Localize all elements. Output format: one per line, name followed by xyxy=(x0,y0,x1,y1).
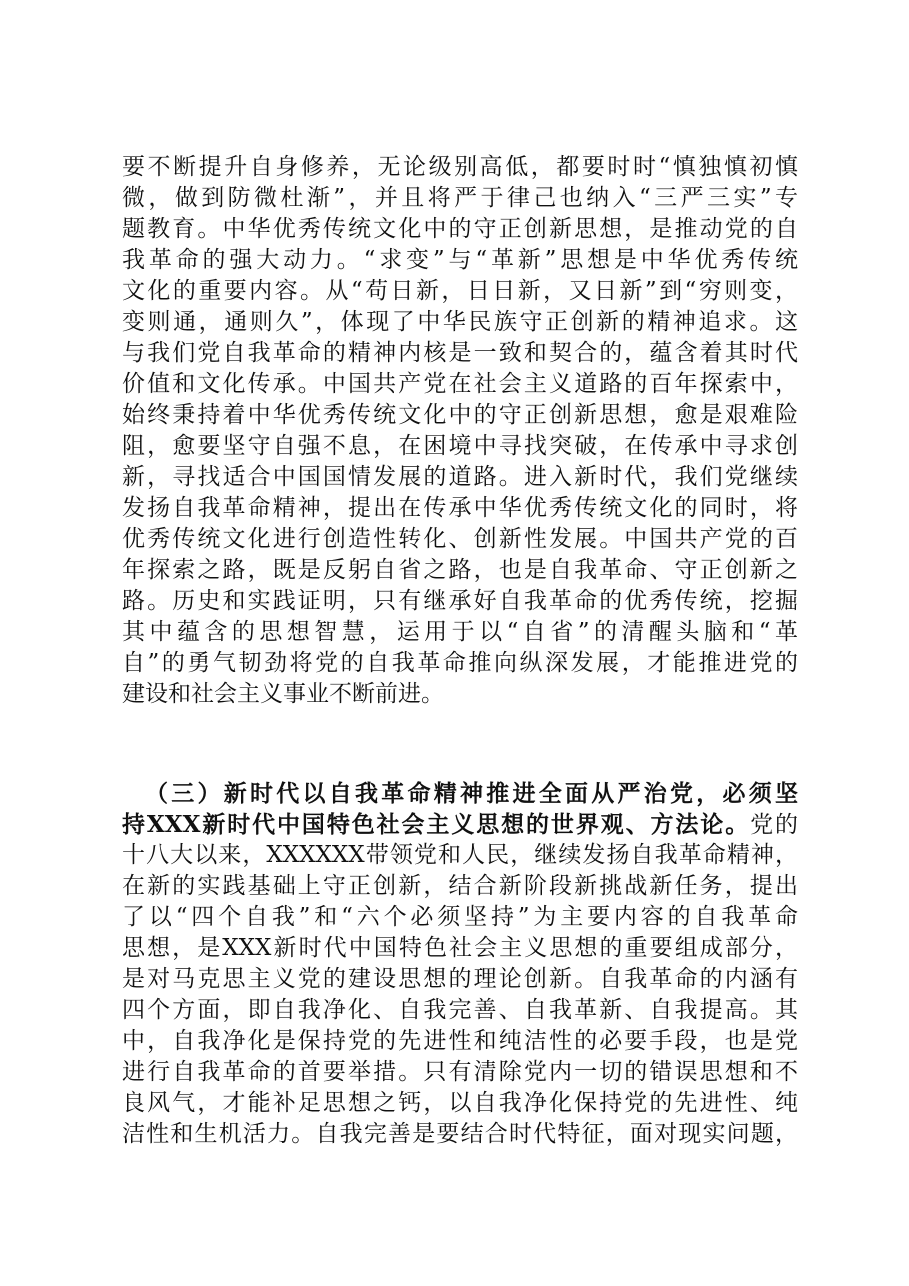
body-paragraph-2 xyxy=(122,778,798,1150)
paragraph-line: 优秀传统文化进行创造性转化、创新性发展。中国共产党的百 xyxy=(122,526,798,552)
paragraph-line: 四个方面，即自我净化、自我完善、自我革新、自我提高。其 xyxy=(122,997,798,1023)
paragraph-line: 题教育。中华优秀传统文化中的守正创新思想，是推动党的自 xyxy=(122,216,798,242)
paragraph-start-text: 党的 xyxy=(750,812,798,838)
body-paragraph-1 xyxy=(122,152,798,710)
paragraph-line: 建设和社会主义事业不断前进。 xyxy=(122,681,444,707)
paragraph-line: 进行自我革命的首要举措。只有清除党内一切的错误思想和不 xyxy=(122,1059,798,1085)
paragraph-line: 年探索之路，既是反躬自省之路，也是自我革命、守正创新之 xyxy=(122,557,798,583)
section-heading-line: （三）新时代以自我革命精神推进全面从严治党，必须坚 xyxy=(145,780,798,807)
paragraph-line: 微，做到防微杜渐”，并且将严于律己也纳入“三严三实”专 xyxy=(122,185,798,211)
paragraph-line: 思想，是XXX新时代中国特色社会主义思想的重要组成部分， xyxy=(122,935,798,961)
paragraph-line: 中，自我净化是保持党的先进性和纯洁性的必要手段，也是党 xyxy=(122,1028,798,1054)
paragraph-line: 自”的勇气韧劲将党的自我革命推向纵深发展，才能推进党的 xyxy=(122,650,798,676)
paragraph-line: 发扬自我革命精神，提出在传承中华优秀传统文化的同时，将 xyxy=(122,495,798,521)
paragraph-line: 我革命的强大动力。“求变”与“革新”思想是中华优秀传统 xyxy=(122,247,798,273)
paragraph-line: 始终秉持着中华优秀传统文化中的守正创新思想，愈是艰难险 xyxy=(122,402,798,428)
paragraph-line: 与我们党自我革命的精神内核是一致和契合的，蕴含着其时代 xyxy=(122,340,798,366)
paragraph-line: 十八大以来，XXXXXX带领党和人民，继续发扬自我革命精神， xyxy=(122,842,798,868)
paragraph-line: 其中蕴含的思想智慧，运用于以“自省”的清醒头脑和“革 xyxy=(122,619,798,645)
paragraph-line: 路。历史和实践证明，只有继承好自我革命的优秀传统，挖掘 xyxy=(122,588,798,614)
paragraph-line: 良风气，才能补足思想之钙，以自我净化保持党的先进性、纯 xyxy=(122,1090,798,1116)
paragraph-line: 要不断提升自身修养，无论级别高低，都要时时“慎独慎初慎 xyxy=(122,154,798,180)
paragraph-line: 洁性和生机活力。自我完善是要结合时代特征，面对现实问题， xyxy=(122,1121,798,1147)
paragraph-line: 新，寻找适合中国国情发展的道路。进入新时代，我们党继续 xyxy=(122,464,798,490)
paragraph-line: 阻，愈要坚守自强不息，在困境中寻找突破，在传承中寻求创 xyxy=(122,433,798,459)
paragraph-line: 是对马克思主义党的建设思想的理论创新。自我革命的内涵有 xyxy=(122,966,798,992)
heading-and-paragraph-line xyxy=(122,809,798,840)
paragraph-line: 文化的重要内容。从“苟日新，日日新，又日新”到“穷则变， xyxy=(122,278,798,304)
paragraph-line: 变则通，通则久”，体现了中华民族守正创新的精神追求。这 xyxy=(122,309,798,335)
paragraph-line: 在新的实践基础上守正创新，结合新阶段新挑战新任务，提出 xyxy=(122,873,798,899)
paragraph-line: 了以“四个自我”和“六个必须坚持”为主要内容的自我革命 xyxy=(122,904,798,930)
paragraph-line: 价值和文化传承。中国共产党在社会主义道路的百年探索中， xyxy=(122,371,798,397)
section-heading-line: 持XXX新时代中国特色社会主义思想的世界观、方法论。 xyxy=(122,811,751,838)
